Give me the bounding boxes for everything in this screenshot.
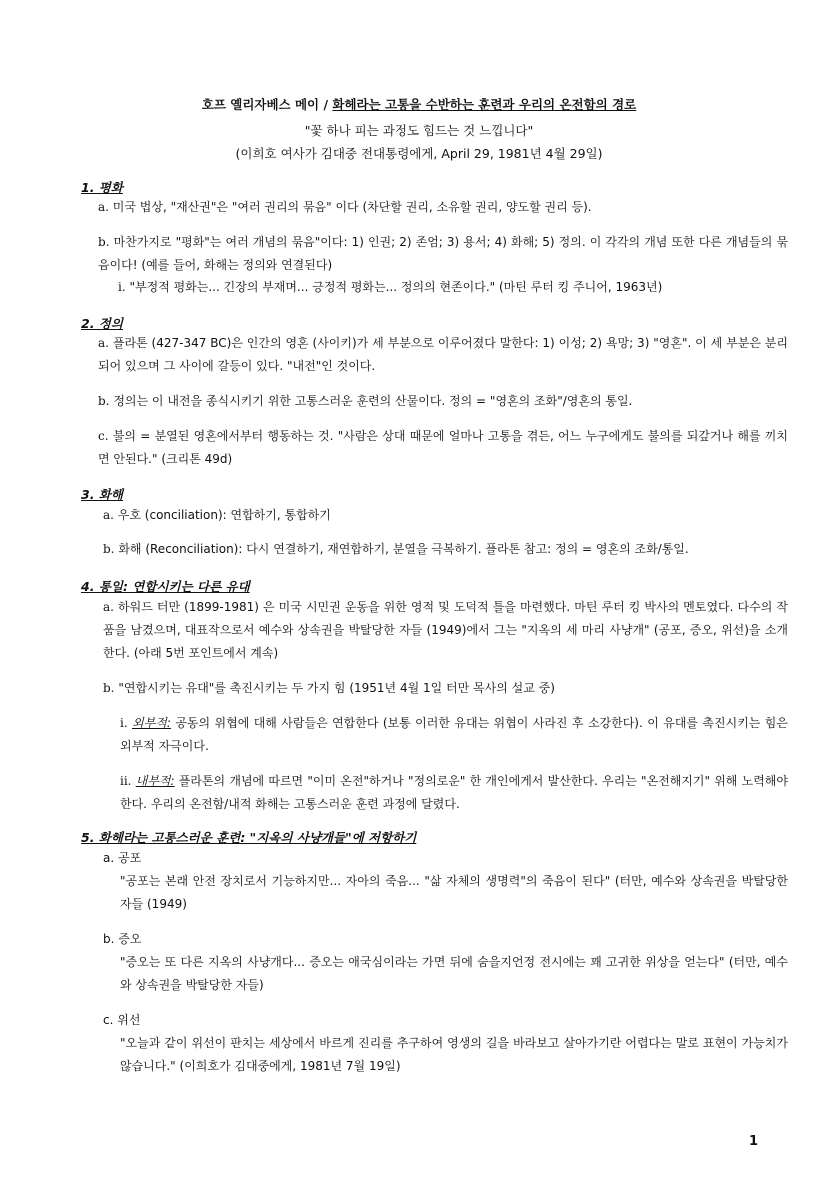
document-title <box>0 95 838 113</box>
item-text: "부정적 평화는... 긴장의 부재며... 긍정적 평화는... 정의의 현존이다." (마틴 루터 킹 주니어, 1963년) <box>129 280 663 294</box>
item-term: 내부적: <box>135 774 175 788</box>
item-term: 외부적: <box>132 716 171 730</box>
s4-item-b <box>103 677 788 700</box>
item-label: i. <box>120 716 128 730</box>
section-heading-unity: 4. 통일: 연합시키는 다른 유대 <box>81 579 250 594</box>
document-subtitle: "꽃 하나 피는 과정도 힘드는 것 느낍니다" <box>304 123 534 138</box>
item-text: 화해 (Reconciliation): 다시 연결하기, 재연합하기, 분열을 극복하기. 플라톤 참고: 정의 = 영혼의 조화/통일. <box>118 542 689 556</box>
section-heading-discipline: 5. 화헤라는 고통스러운 훈련: "지옥의 사냥개들"에 저항하기 <box>81 830 417 845</box>
s1-item-a <box>98 196 788 219</box>
s5-item-a-title: a. 공포 <box>103 851 142 865</box>
s2-item-c <box>98 425 788 471</box>
s5-item-c-title: c. 위선 <box>103 1013 141 1027</box>
title-author: 호프 옐리자베스 메이 / <box>201 97 333 112</box>
section-heading-peace: 1. 평화 <box>81 180 123 195</box>
document-source: (이희호 여사가 김대중 전대통령에게, April 29, 1981년 4월 29일) <box>235 146 603 161</box>
s4-item-a <box>103 596 788 665</box>
s5-item-b-title: b. 증오 <box>103 932 142 946</box>
s5-item-b-text: "증오는 또 다른 지옥의 사냥개다... 증오는 애국심이라는 가면 뒤에 숨을지언정 전시에는 꽤 고귀한 위상을 얻는다" (터만, 예수와 상속권을 박탈당한 자들) <box>120 955 788 992</box>
item-label: a. <box>98 200 109 214</box>
item-label: b. <box>103 681 115 695</box>
item-label: a. <box>98 336 109 350</box>
s2-item-b <box>98 390 788 413</box>
page-number: 1 <box>749 1134 759 1149</box>
item-label: b. <box>98 235 110 249</box>
item-text: 불의 = 분열된 영혼에서부터 행동하는 것. "사람은 상대 때문에 얼마나 고통을 겪든, 어느 누구에게도 불의를 되갚거나 해를 끼치면 안된다." (크리톤 49d) <box>98 429 788 466</box>
item-label: b. <box>98 394 110 408</box>
item-label: ii. <box>120 774 132 788</box>
item-text: 우호 (conciliation): 연합하기, 통합하기 <box>117 508 331 522</box>
s2-item-a <box>98 332 788 378</box>
item-text: "연합시키는 유대"를 촉진시키는 두 가지 힘 (1951년 4월 1일 터만 목사의 설교 중) <box>118 681 555 695</box>
s5-item-a-text: "공포는 본래 안전 장치로서 기능하지만... 자아의 죽음... "삶 자체의 생명력"의 죽음이 된다" (터만, 예수와 상속권을 박탈당한 자들 (1949) <box>120 874 788 911</box>
item-label: i. <box>118 280 126 294</box>
item-text: 플라톤 (427-347 BC)은 인간의 영혼 (사이키)가 세 부분으로 이루어졌다 말한다: 1) 이성; 2) 욕망; 3) "영혼". 이 세 부분은 분리되어 있으며 그 사이에 갈등이 있다. "내전"인 것이다. <box>98 336 788 373</box>
title-main: 화헤라는 고통을 수반하는 훈련과 우리의 온전함의 경로 <box>332 97 637 112</box>
s3-item-a <box>103 504 788 527</box>
section-heading-reconciliation: 3. 화해 <box>81 487 123 502</box>
item-label: c. <box>98 429 109 443</box>
s4-item-b-i <box>120 712 788 758</box>
item-label: a. <box>103 600 114 614</box>
item-text: 마찬가지로 "평화"는 여러 개념의 묶음"이다: 1) 인권; 2) 존엄; 3) 용서; 4) 화해; 5) 정의. 이 각각의 개념 또한 다른 개념들의 묶음이다! (예를 들어, 화해는 정의와 연결된다) <box>98 235 788 272</box>
item-label: a. <box>103 508 114 522</box>
item-text: 정의는 이 내전을 종식시키기 위한 고통스러운 훈련의 산물이다. 정의 = "영혼의 조화"/영혼의 통일. <box>113 394 633 408</box>
s4-item-b-ii <box>120 770 788 816</box>
s1-item-b-i <box>118 276 788 299</box>
item-text: 플라톤의 개념에 따르면 "이미 온전"하거나 "정의로운" 한 개인에게서 발산한다. 우리는 "온전해지기" 위해 노력해야 한다. 우리의 온전함/내적 화해는 고통스러운 훈련 과정에 달렸다. <box>120 774 788 811</box>
section-heading-justice: 2. 정의 <box>81 316 123 331</box>
item-label: b. <box>103 542 115 556</box>
s5-item-c-text: "오늘과 같이 위선이 판치는 세상에서 바르게 진리를 추구하여 영생의 길을 바라보고 살아가기란 어렵다는 말로 표현이 가능치가 않습니다." (이희호가 김대중에게, 1981년 7월 19일) <box>120 1036 788 1073</box>
item-text: 미국 법상, "재산권"은 "여러 권리의 묶음" 이다 (차단할 권리, 소유할 권리, 양도할 권리 등). <box>112 200 592 214</box>
s3-item-b <box>103 538 788 561</box>
item-text: 공동의 위협에 대해 사람들은 연합한다 (보통 이러한 유대는 위협이 사라진 후 소강한다). 이 유대를 촉진시키는 힘은 외부적 자극이다. <box>120 716 788 753</box>
item-text: 하워드 터만 (1899-1981) 은 미국 시민권 운동을 위한 영적 및 도덕적 틀을 마련했다. 마틴 루터 킹 박사의 멘토였다. 다수의 작품을 남겼으며, 대표작으로서 예수와 상속권을 박탈당한 자들 (1949)에서 그는 "지옥의 세 마리 사냥개" (공포, 증오, 위선)을 소개한다. (아래 5번 포인트에서 계속) <box>103 600 788 660</box>
s1-item-b <box>98 231 788 277</box>
